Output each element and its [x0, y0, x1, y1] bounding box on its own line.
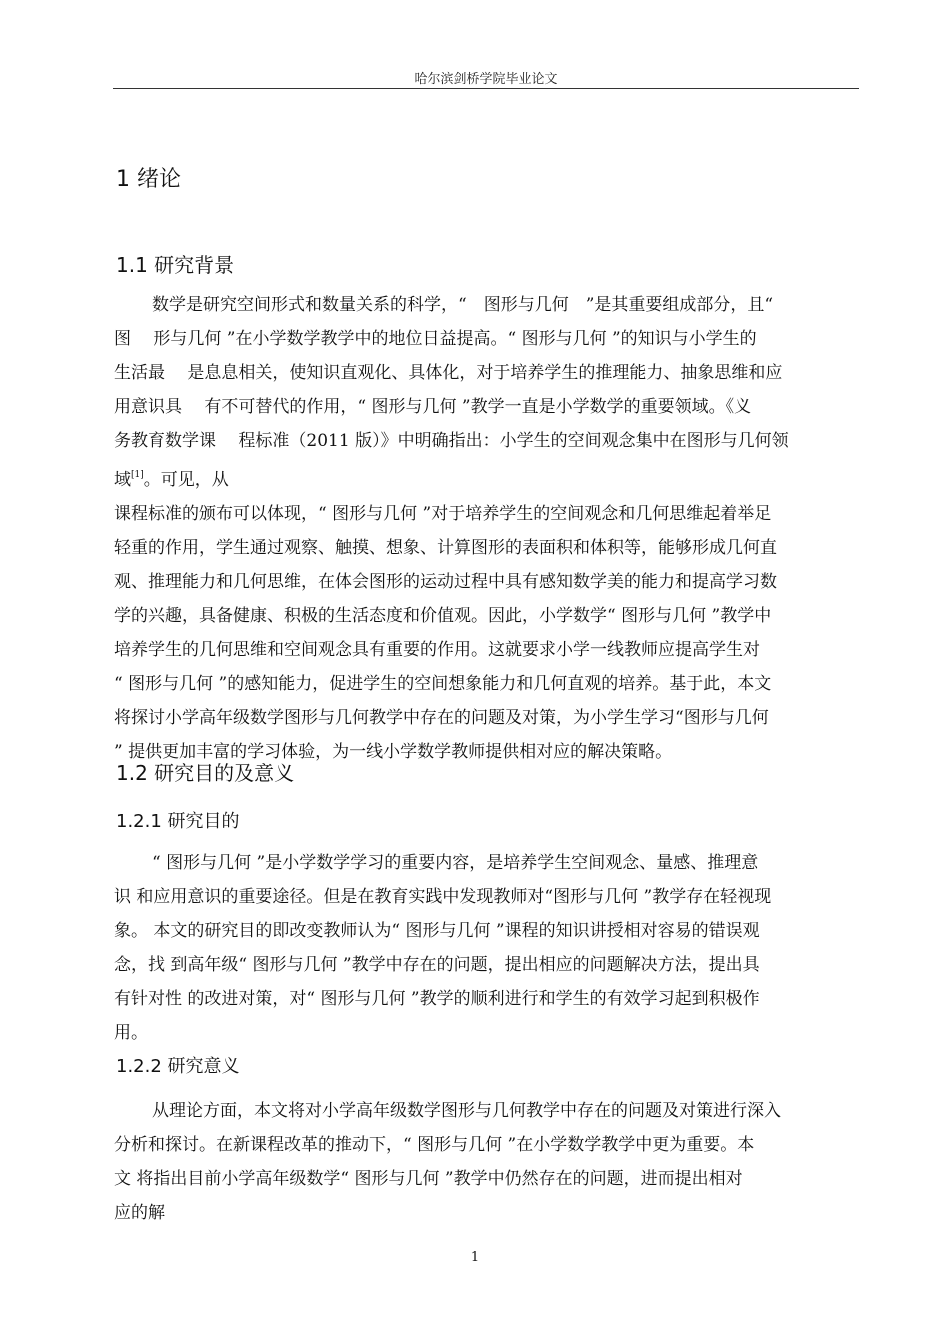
section-1-1-body: [114, 288, 878, 769]
paragraph-line: 数学是研究空间形式和数量关系的科学，“ 图形与几何 ”是其重要组成部分，且“: [152, 295, 774, 315]
paragraph-fragment: 域: [114, 470, 131, 490]
header-divider: [113, 88, 859, 89]
citation-ref: [1]: [131, 470, 144, 480]
paragraph-line: 识 和应用意识的重要途径。但是在教育实践中发现教师对“图形与几何 ”教学存在轻视现: [114, 887, 772, 907]
paragraph-line: 从理论方面，本文将对小学高年级数学图形与几何教学中存在的问题及对策进行深入: [152, 1101, 781, 1121]
paragraph-line: 学的兴趣，具备健康、积极的生活态度和价值观。因此，小学数学“ 图形与几何 ”教学中: [114, 606, 772, 626]
paragraph-line: ” 提供更加丰富的学习体验，为一线小学数学教师提供相对应的解决策略。: [114, 742, 673, 762]
section-1-2-1-title: 1.2.1 研究目的: [116, 811, 240, 832]
paragraph-line: 务教育数学课 程标准（2011 版）》中明确指出：小学生的空间观念集中在图形与几何领: [114, 431, 789, 451]
paragraph-line: “ 图形与几何 ”是小学数学学习的重要内容，是培养学生空间观念、量感、推理意: [152, 853, 759, 873]
chapter-title: 1 绪论: [116, 167, 181, 192]
page-header: 哈尔滨剑桥学院毕业论文: [414, 72, 558, 87]
paragraph-line: 培养学生的几何思维和空间观念具有重要的作用。这就要求小学一线教师应提高学生对: [114, 640, 760, 660]
paragraph-line: 象。 本文的研究目的即改变教师认为“ 图形与几何 ”课程的知识讲授相对容易的错误观: [114, 921, 760, 941]
paragraph-line: 用。: [114, 1023, 148, 1043]
section-1-2-1-body: [114, 846, 878, 1050]
section-1-1-title: 1.1 研究背景: [116, 253, 235, 277]
paragraph-line: 念，找 到高年级“ 图形与几何 ”教学中存在的问题，提出相应的问题解决方法，提出具: [114, 955, 760, 975]
paragraph-line: 轻重的作用，学生通过观察、触摸、想象、计算图形的表面积和体积等，能够形成几何直: [114, 538, 777, 558]
paragraph-line: 文 将指出目前小学高年级数学“ 图形与几何 ”教学中仍然存在的问题，进而提出相对: [114, 1169, 743, 1189]
page-number: 1: [470, 1250, 480, 1265]
paragraph-line-with-citation: [114, 458, 878, 497]
paragraph-line: 应的解: [114, 1203, 165, 1223]
paragraph-fragment: 。可见，从: [143, 470, 229, 490]
paragraph-line: 图 形与几何 ”在小学数学教学中的地位日益提高。“ 图形与几何 ”的知识与小学生的: [114, 329, 757, 349]
paragraph-line: 生活最 是息息相关，使知识直观化、具体化，对于培养学生的推理能力、抽象思维和应: [114, 363, 783, 383]
paragraph-line: 分析和探讨。在新课程改革的推动下，“ 图形与几何 ”在小学数学教学中更为重要。本: [114, 1135, 755, 1155]
paragraph-line: 将探讨小学高年级数学图形与几何教学中存在的问题及对策，为小学生学习“图形与几何: [114, 708, 769, 728]
section-1-2-2-body: [114, 1094, 878, 1230]
section-1-2-title: 1.2 研究目的及意义: [116, 761, 295, 785]
paragraph-line: 有针对性 的改进对策，对“ 图形与几何 ”教学的顺利进行和学生的有效学习起到积极作: [114, 989, 760, 1009]
section-1-2-2-title: 1.2.2 研究意义: [116, 1056, 240, 1077]
paragraph-line: 课程标准的颁布可以体现，“ 图形与几何 ”对于培养学生的空间观念和几何思维起着举足: [114, 504, 772, 524]
paragraph-line: 用意识具 有不可替代的作用，“ 图形与几何 ”教学一直是小学数学的重要领域。《义: [114, 397, 752, 417]
paragraph-line: 观、推理能力和几何思维，在体会图形的运动过程中具有感知数学美的能力和提高学习数: [114, 572, 777, 592]
paragraph-line: “ 图形与几何 ”的感知能力，促进学生的空间想象能力和几何直观的培养。基于此，本文: [114, 674, 772, 694]
